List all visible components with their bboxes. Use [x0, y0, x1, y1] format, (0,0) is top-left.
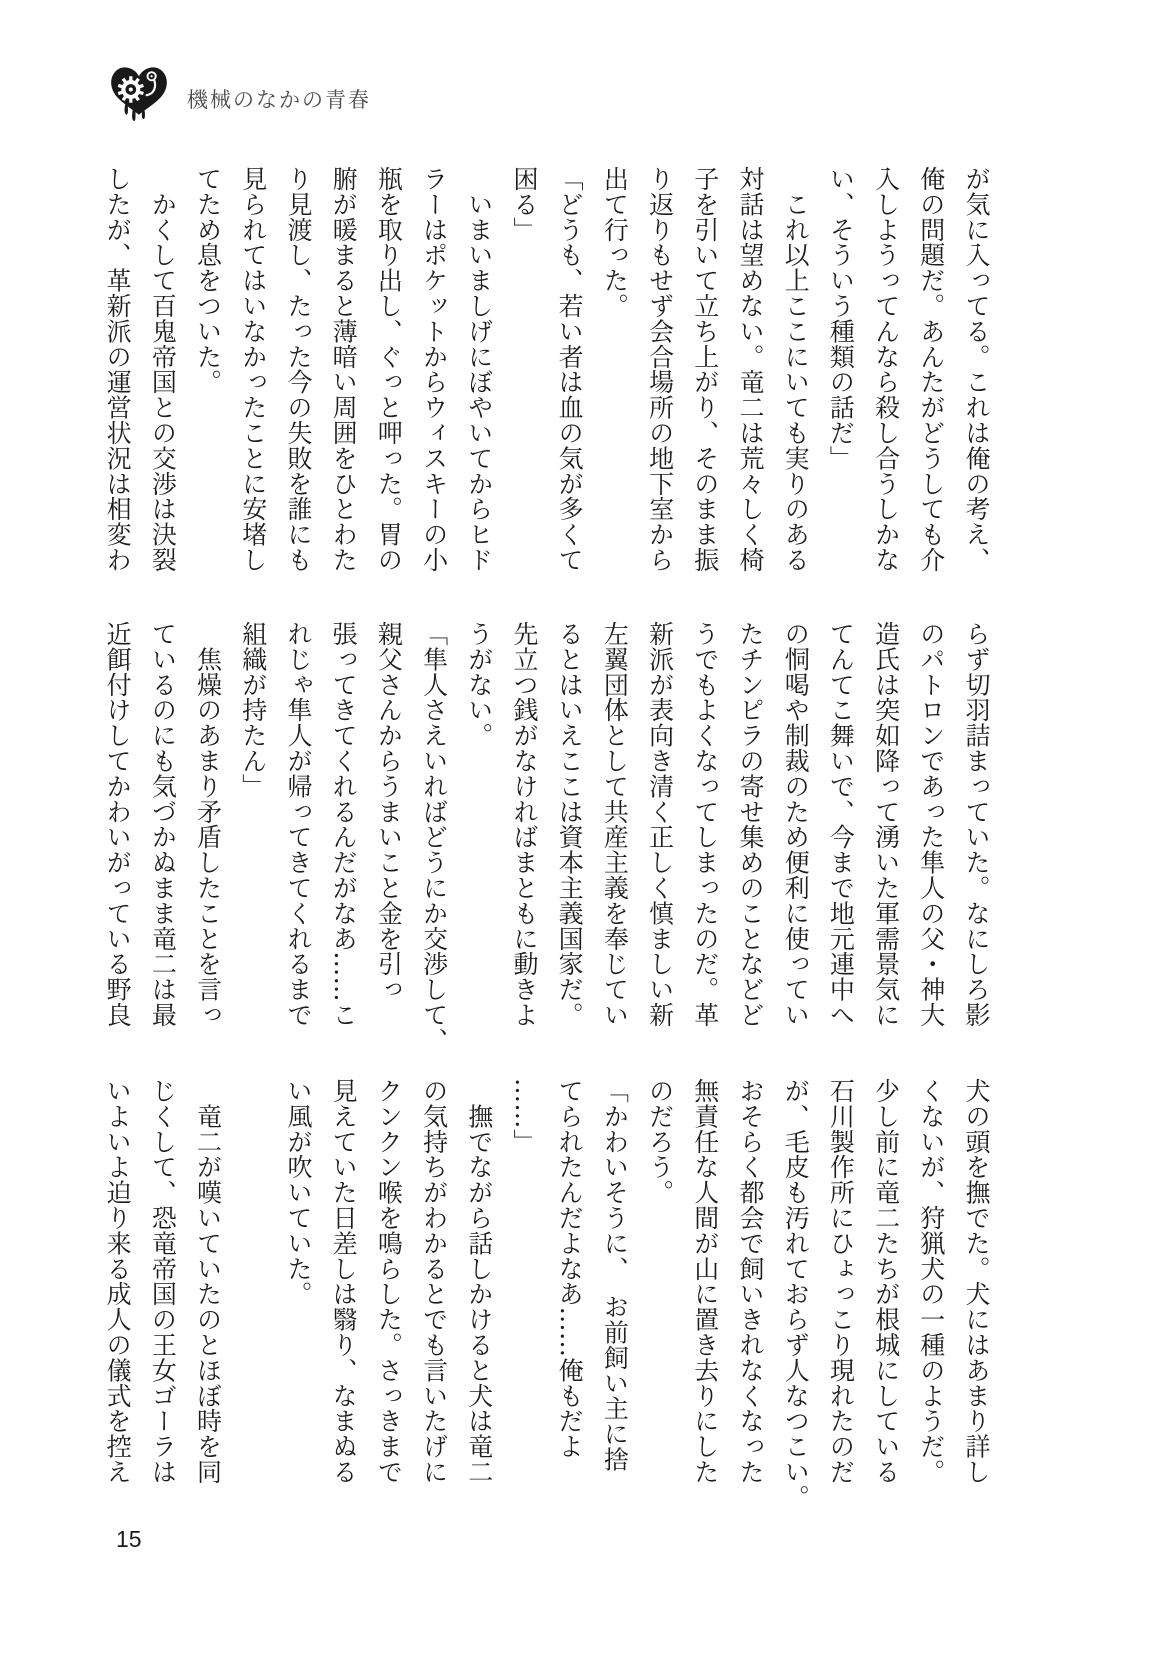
text-column: 石川製作所にひょっこり現れたのだ [826, 1078, 856, 1485]
text-column: てんてこ舞いで、今まで地元連中へ [826, 621, 856, 1028]
text-band-middle [93, 621, 999, 1053]
text-column: 造氏は突如降って湧いた軍需景気に [871, 621, 901, 1028]
text-column: の恫喝や制裁のため便利に使ってい [781, 621, 811, 1028]
running-title: 機械のなかの青春 [187, 89, 371, 112]
text-column: 親父さんからうまいこと金を引っ [374, 621, 404, 1002]
text-column: たチンピラの寄せ集めのことなどど [735, 621, 765, 1028]
text-column: 左翼団体として共産主義を奉じてい [600, 621, 630, 1028]
text-column: 見えていた日差しは翳り、なまぬる [329, 1078, 359, 1485]
text-column: 「どうも、若い者は血の気が多くて [555, 166, 585, 573]
text-column: 犬の頭を撫でた。犬にはあまり詳し [962, 1078, 991, 1485]
text-column: 少し前に竜二たちが根城にしている [871, 1078, 901, 1485]
text-column: 入しようってんなら殺し合うしかな [871, 166, 901, 573]
text-column: 「かわいそうに、 お前飼い主に捨 [600, 1078, 630, 1472]
text-column: 撫でながら話しかけると犬は竜二 [464, 1078, 494, 1485]
text-column: ているのにも気づかぬまま竜二は最 [148, 621, 178, 1028]
heart-gear-icon [107, 63, 171, 121]
text-column: いよいよ迫り来る成人の儀式を控え [103, 1078, 133, 1485]
page-header [107, 62, 371, 122]
text-column: の気持ちがわかるとでも言いたげに [419, 1078, 449, 1485]
text-column: 対話は望めない。竜二は荒々しく椅 [735, 166, 765, 573]
text-column: 困る」 [509, 166, 539, 243]
text-column: じくして、恐竜帝国の王女ゴーラは [148, 1078, 178, 1485]
text-column: 無責任な人間が山に置き去りにした [690, 1078, 720, 1485]
text-column: が、毛皮も汚れておらず人なつこい。 [781, 1078, 811, 1510]
text-column: 組織が持たん」 [238, 621, 268, 799]
text-column: いまいましげにぼやいてからヒド [464, 166, 494, 573]
text-column: うでもよくなってしまったのだ。革 [690, 621, 720, 1028]
text-column: が気に入ってる。これは俺の考え、 [962, 166, 991, 573]
text-column: 見られてはいなかったことに安堵し [238, 166, 268, 573]
text-column: り見渡し、たった今の失敗を誰にも [283, 166, 313, 573]
text-column: 新派が表向き清く正しく慎ましい新 [645, 621, 675, 1028]
text-column: のだろう。 [645, 1078, 675, 1205]
text-column [231, 1078, 276, 1498]
text-column: 腑が暖まると薄暗い周囲をひとわた [329, 166, 359, 573]
text-column: るとはいえここは資本主義国家だ。 [555, 621, 585, 1028]
text-column: れじゃ隼人が帰ってきてくれるまで [283, 621, 313, 1028]
text-band-top [93, 166, 999, 586]
text-column: 子を引いて立ち上がり、そのまま振 [690, 166, 720, 573]
text-column: うがない。 [464, 621, 494, 748]
text-column: 先立つ銭がなければまともに動きよ [509, 621, 539, 1028]
text-column: ラーはポケットからウィスキーの小 [419, 166, 449, 573]
text-column: らず切羽詰まっていた。なにしろ影 [962, 621, 991, 1028]
text-column: 瓶を取り出し、ぐっと呷った。胃の [374, 166, 404, 573]
text-column: 張ってきてくれるんだがなあ……こ [329, 621, 359, 1028]
text-column: これ以上ここにいても実りのある [781, 166, 811, 573]
text-column: おそらく都会で飼いきれなくなった [735, 1078, 765, 1485]
text-column: り返りもせず会合場所の地下室から [645, 166, 675, 573]
text-column: い風が吹いていた。 [283, 1078, 313, 1307]
text-column: ……」 [509, 1078, 539, 1155]
text-column: てられたんだよなあ……俺もだよ [555, 1078, 585, 1459]
text-column: 焦燥のあまり矛盾したことを言っ [193, 621, 223, 1028]
text-column: 竜二が嘆いていたのとほぼ時を同 [193, 1078, 223, 1485]
text-band-bottom [93, 1078, 999, 1510]
text-column: 俺の問題だ。あんたがどうしても介 [916, 166, 946, 573]
text-column: かくして百鬼帝国との交渉は決裂 [148, 166, 178, 573]
text-column: のパトロンであった隼人の父・神大 [916, 621, 946, 1028]
text-column: 出て行った。 [600, 166, 630, 319]
text-column: くないが、狩猟犬の一種のようだ。 [916, 1078, 946, 1485]
page-number: 15 [116, 1526, 142, 1552]
text-column: 「隼人さえいればどうにか交渉して、 [419, 621, 449, 1053]
text-column: 近餌付けしてかわいがっている野良 [103, 621, 133, 1028]
text-column: てため息をついた。 [193, 166, 223, 395]
text-column: したが、革新派の運営状況は相変わ [103, 166, 133, 573]
text-column: クンクン喉を鳴らした。さっきまで [374, 1078, 404, 1485]
text-column: い、そういう種類の話だ」 [826, 166, 856, 471]
